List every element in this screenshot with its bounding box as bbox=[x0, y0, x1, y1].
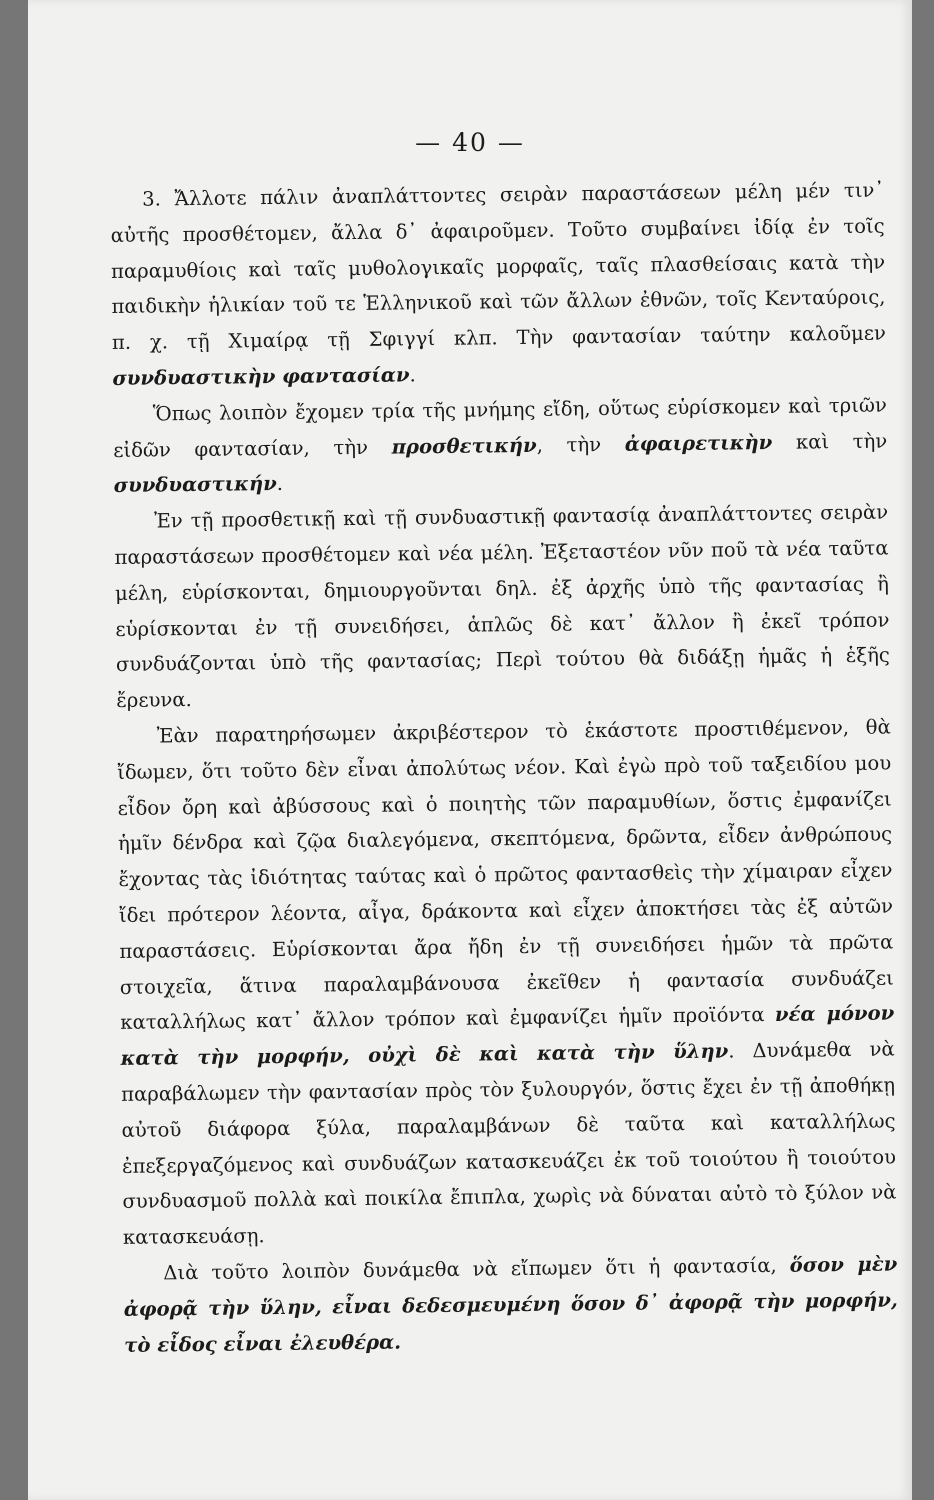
paragraph bbox=[114, 495, 891, 719]
text-segment: Ὅπως λοιπὸν ἔχομεν τρία τῆς μνήμης εἴδη, οὕτως εὑρίσκομεν καὶ τριῶν εἰδῶν φαντασίαν, τὴν bbox=[113, 393, 887, 462]
body-text bbox=[110, 173, 898, 1364]
text-segment: . bbox=[409, 363, 416, 387]
paragraph bbox=[123, 1246, 898, 1363]
text-segment: Διὰ τοῦτο λοιπὸν δυνάμεθα νὰ εἴπωμεν ὅτι ἡ φαντασία, bbox=[163, 1253, 790, 1285]
text-segment: καὶ τὴν bbox=[772, 429, 888, 454]
emphasized-text: νέα μόνον κατὰ τὴν μορφήν, οὐχὶ δὲ καὶ κατὰ τὴν ὕλην bbox=[120, 1001, 895, 1071]
emphasized-text: ὅσον μὲν ἀφορᾷ τὴν ὕλην, εἶναι δεδεσμευμένη ὅσον δ᾽ ἀφορᾷ τὴν μορφήν, τὸ εἶδος εἶναι ἐλευθέρα. bbox=[123, 1252, 898, 1357]
emphasized-text: συνδυαστικήν bbox=[113, 472, 277, 498]
text-segment: . bbox=[276, 472, 284, 496]
text-segment: Ἐὰν παρατηρήσωμεν ἀκριβέστερον τὸ ἑκάστοτε προστιθέμενον, θὰ ἴδωμεν, ὅτι τοῦτο δὲν εἶναι ἀπολύτως νέον. Καὶ ἐγὼ πρὸ τοῦ ταξειδίου μου εἶδον ὄρη καὶ ἀβύσσους καὶ ὁ ποιητὴς τῶν παραμυθίων, ὅστις ἐμφανίζει ἡμῖν δένδρα καὶ ζῷα διαλεγόμενα, σκεπτόμενα, δρῶντα, εἶδεν ἀνθρώπους ἔχοντας τὰς ἰδιότητας ταύτας καὶ ὁ πρῶτος φαντασθεὶς τὴν χίμαιραν εἶχεν ἴδει πρότερον λέοντα, αἶγα, δράκοντα καὶ εἶχεν ἀποκτήσει τὰς ἐξ αὐτῶν παραστάσεις. Εὑρίσκονται ἄρα ἤδη ἐν τῇ συνειδήσει ἡμῶν τὰ πρῶτα στοιχεῖα, ἅτινα παραλαμβάνουσα ἐκεῖθεν ἡ φαντασία συνδυάζει καταλλήλως κατ᾽ ἄλλον τρόπον καὶ ἐμφανίζει ἡμῖν προϊόντα bbox=[117, 715, 894, 1035]
page-number: — 40 — bbox=[415, 128, 525, 157]
paragraph bbox=[113, 387, 888, 504]
text-segment: Ἐν τῇ προσθετικῇ καὶ τῇ συνδυαστικῇ φαντασίᾳ ἀναπλάττοντες σειρὰν παραστάσεων προσθέτομεν καὶ νέα μέλη. Ἐξεταστέον νῦν ποῦ τὰ νέα ταῦτα μέλη, εὑρίσκονται, δημιουργοῦνται δηλ. ἐξ ἀρχῆς ὑπὸ τῆς φαντασίας ἢ εὑρίσκονται ἐν τῇ συνειδήσει, ἁπλῶς δὲ κατ᾽ ἄλλον ἢ ἐκεῖ τρόπον συνδυάζονται ὑπὸ τῆς φαντασίας; Περὶ τούτου θὰ διδάξῃ ἡμᾶς ἡ ἑξῆς ἔρευνα. bbox=[114, 500, 890, 713]
text-segment: , τὴν bbox=[536, 432, 625, 457]
text-segment: 3. Ἄλλοτε πάλιν ἀναπλάττοντες σειρὰν παραστάσεων μέλη μέν τιν᾽ αὐτῆς προσθέτομεν, ἄλλα δ᾽ ἀφαιροῦμεν. Τοῦτο συμβαίνει ἰδίᾳ ἐν τοῖς παραμυθίοις καὶ ταῖς μυθολογικαῖς μορφαῖς, ταῖς πλασθείσαις κατὰ τὴν παιδικὴν ἡλικίαν τοῦ τε Ἑλληνικοῦ καὶ τῶν ἄλλων ἐθνῶν, τοῖς Κενταύροις, π. χ. τῇ Χιμαίρᾳ τῇ Σφιγγί κλπ. Τὴν φαντασίαν ταύτην καλοῦμεν bbox=[110, 178, 887, 355]
emphasized-text: συνδυαστικὴν φαντασίαν bbox=[112, 363, 410, 390]
emphasized-text: προσθετικήν bbox=[391, 433, 537, 459]
paragraph bbox=[110, 173, 887, 397]
text-segment: . Δυνάμεθα νὰ παραβάλωμεν τὴν φαντασίαν πρὸς τὸν ξυλουργόν, ὅστις ἔχει ἐν τῇ ἀποθήκῃ αὐτοῦ διάφορα ξύλα, παραλαμβάνων δὲ ταῦτα καὶ καταλλήλως ἐπεξεργαζόμενος καὶ συνδυάζων κατασκευάζει ἐκ τοῦ τοιούτου ἢ τοιούτου συνδυασμοῦ πολλὰ καὶ ποικίλα ἔπιπλα, χωρὶς νὰ δύναται αὐτὸ τὸ ξύλον νὰ κατασκευάσῃ. bbox=[121, 1037, 897, 1250]
emphasized-text: ἀφαιρετικὴν bbox=[624, 430, 773, 456]
book-page bbox=[28, 0, 912, 1500]
paragraph bbox=[117, 709, 898, 1255]
